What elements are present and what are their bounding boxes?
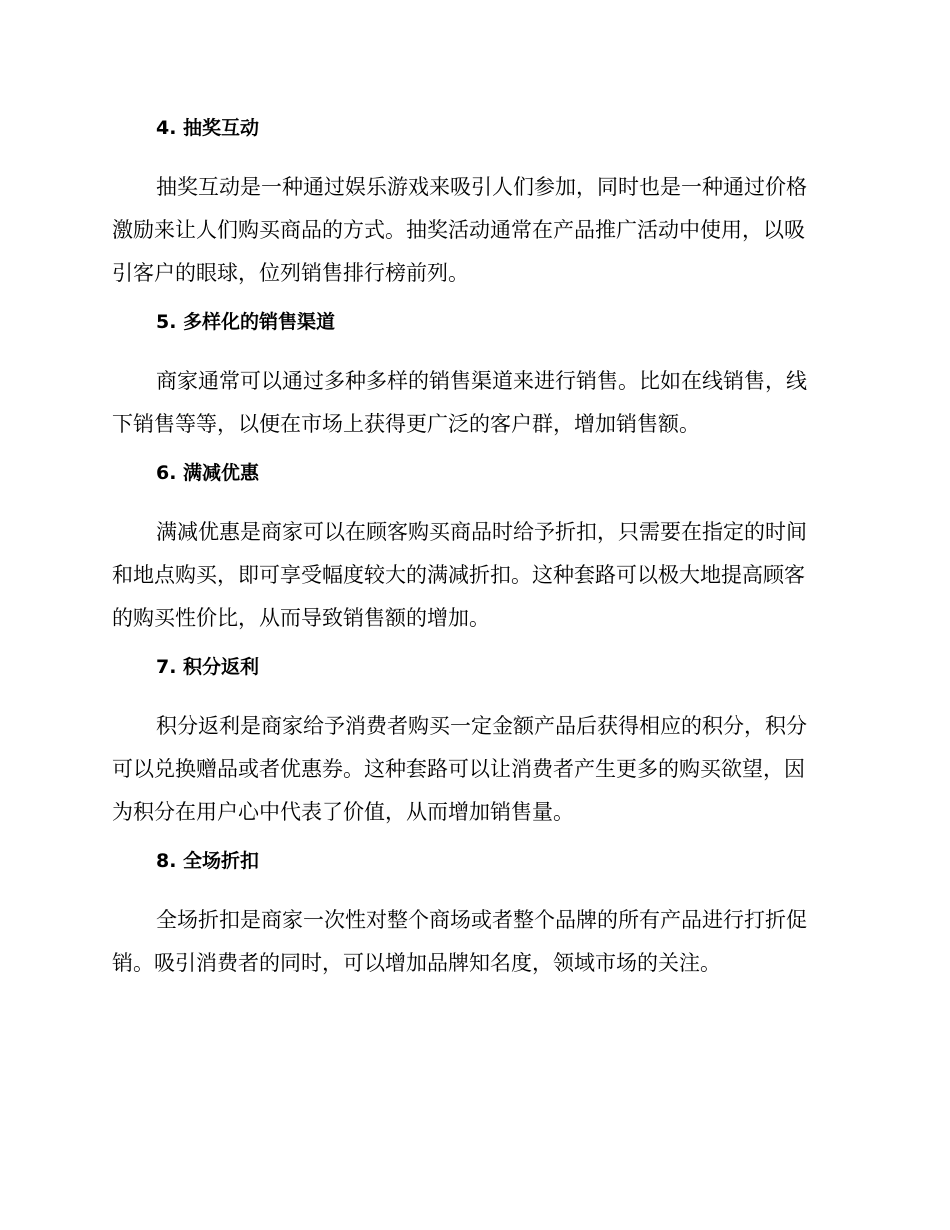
paragraph-line: 激励来让人们购买商品的方式。抽奖活动通常在产品推广活动中使用，以吸 <box>112 218 805 242</box>
paragraph-line: 商家通常可以通过多种多样的销售渠道来进行销售。比如在线销售，线 <box>156 369 807 393</box>
section-paragraph <box>112 166 832 295</box>
paragraph-line: 积分返利是商家给予消费者购买一定金额产品后获得相应的积分，积分 <box>156 714 807 738</box>
paragraph-line: 为积分在用户心中代表了价值，从而增加销售量。 <box>112 800 574 824</box>
section-heading: 5. 多样化的销售渠道 <box>156 311 336 333</box>
section-paragraph <box>112 360 832 446</box>
paragraph-line: 销。吸引消费者的同时，可以增加品牌知名度，领域市场的关注。 <box>112 951 721 975</box>
paragraph-line: 抽奖互动是一种通过娱乐游戏来吸引人们参加，同时也是一种通过价格 <box>156 175 807 199</box>
paragraph-line: 全场折扣是商家一次性对整个商场或者整个品牌的所有产品进行打折促 <box>156 908 807 932</box>
section-4-lottery <box>112 114 832 295</box>
section-paragraph <box>112 511 832 640</box>
section-heading: 4. 抽奖互动 <box>156 117 260 139</box>
paragraph-line: 的购买性价比，从而导致销售额的增加。 <box>112 606 490 630</box>
section-heading: 7. 积分返利 <box>156 656 260 678</box>
section-7-points-rebate <box>112 653 832 834</box>
section-paragraph <box>112 705 832 834</box>
paragraph-line: 下销售等等，以便在市场上获得更广泛的客户群，增加销售额。 <box>112 412 700 436</box>
section-6-discount-thresholds <box>112 459 832 640</box>
section-heading: 6. 满减优惠 <box>156 462 260 484</box>
section-5-sales-channels <box>112 308 832 446</box>
paragraph-line: 满减优惠是商家可以在顾客购买商品时给予折扣，只需要在指定的时间 <box>156 520 807 544</box>
section-heading: 8. 全场折扣 <box>156 850 260 872</box>
paragraph-line: 引客户的眼球，位列销售排行榜前列。 <box>112 261 469 285</box>
paragraph-line: 和地点购买，即可享受幅度较大的满减折扣。这种套路可以极大地提高顾客 <box>112 563 805 587</box>
section-paragraph <box>112 899 832 985</box>
section-8-storewide-discount <box>112 847 832 985</box>
paragraph-line: 可以兑换赠品或者优惠券。这种套路可以让消费者产生更多的购买欲望，因 <box>112 757 805 781</box>
